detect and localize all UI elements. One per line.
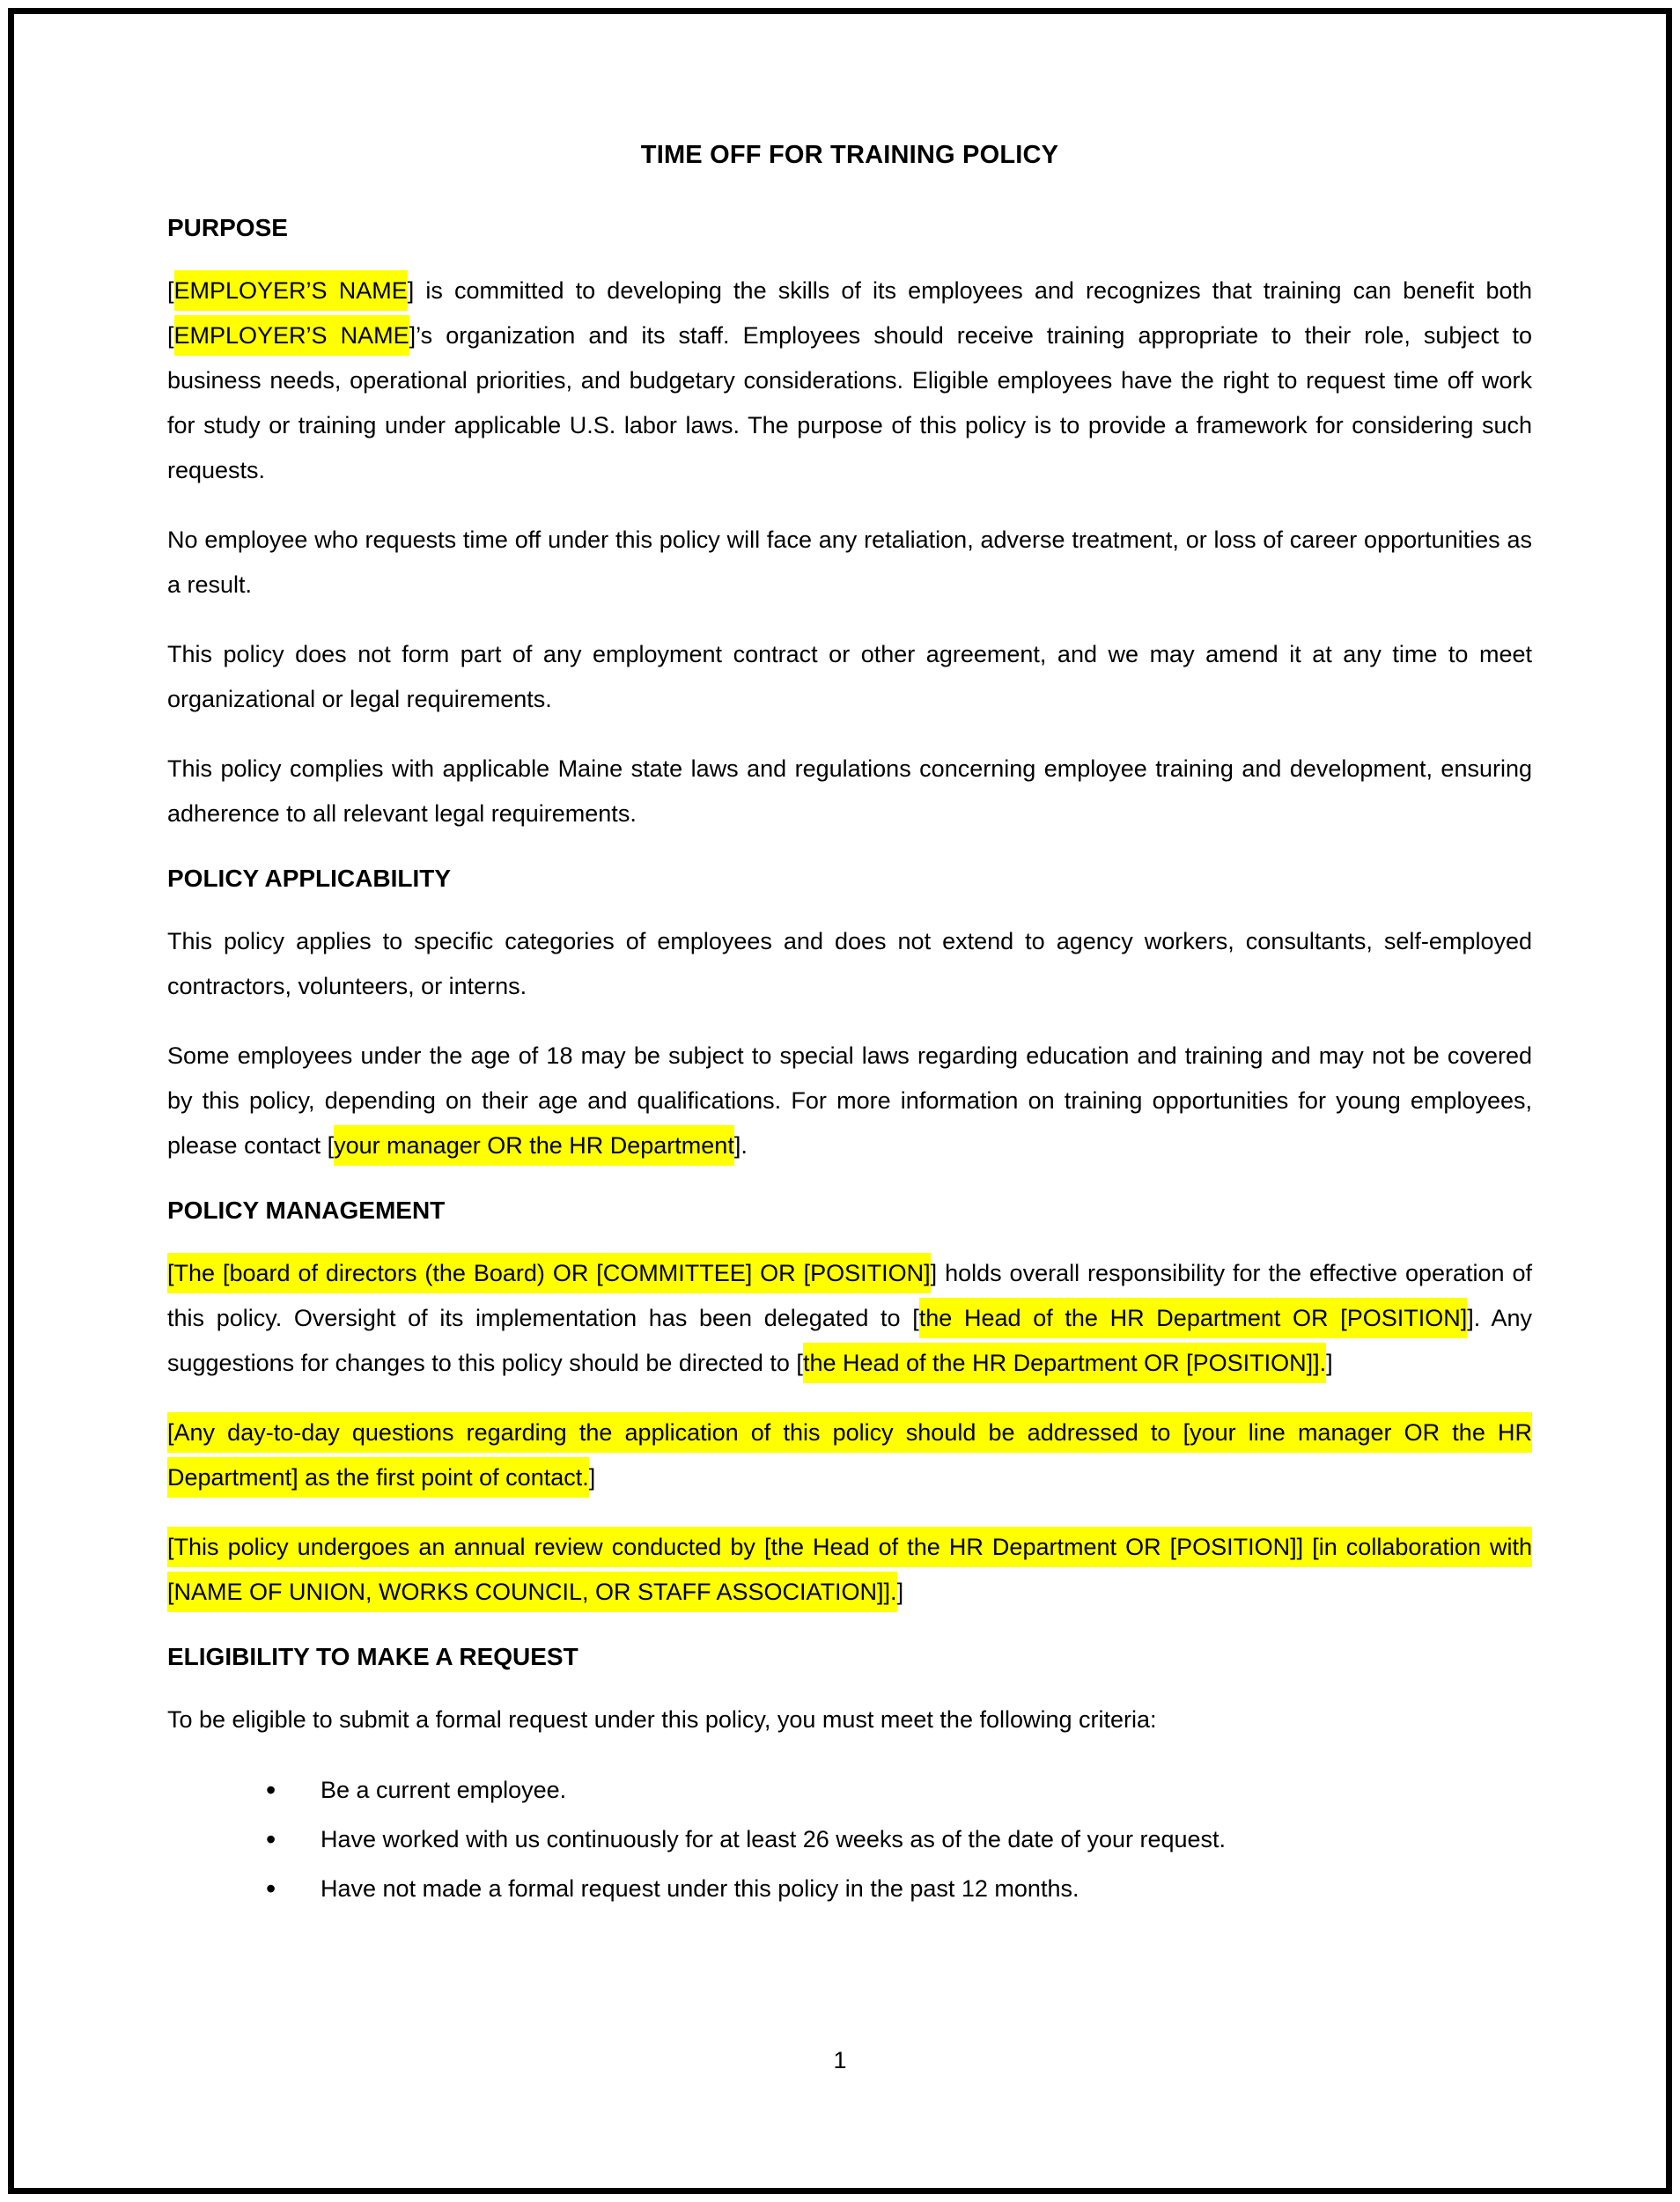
- text-run: ]’s organization and its staff. Employees should receive training appropriate to their role, subject to business needs, operational priorities, and budgetary considerations. Eligible employees have the right to request time off work for study or training under applicable U.S. labor laws. The purpose of this policy is to provide a framework for considering such requests.: [167, 322, 1532, 483]
- highlighted-placeholder-text: [Any day-to-day questions regarding the application of this policy should be addressed to [your line manager OR the HR Department] as the first point of contact.: [167, 1412, 1532, 1498]
- bullet-list-item: • Have worked with us continuously for at least 26 weeks as of the date of your request.: [266, 1816, 1532, 1862]
- paragraph: [167, 1410, 1532, 1500]
- section-heading-policy-management: POLICY MANAGEMENT: [167, 1197, 446, 1224]
- text-run: To be eligible to submit a formal request under this policy, you must meet the following criteria:: [167, 1706, 1157, 1733]
- text-run: Some employees under the age of 18 may be subject to special laws regarding education and training and may not be covered by this policy, depending on their age and qualifications. For more information on training opportunities for young employees, please contact [: [167, 1042, 1532, 1159]
- document-body: [167, 214, 1532, 1911]
- paragraph: [167, 1251, 1532, 1386]
- paragraph: [167, 919, 1532, 1009]
- page-content: [167, 141, 1532, 1915]
- highlighted-placeholder-text: [This policy undergoes an annual review conducted by [the Head of the HR Department OR [POSITION]] [in collaboration with [NAME OF UNION, WORKS COUNCIL, OR STAFF ASSOCIATION]].: [167, 1527, 1532, 1612]
- section-heading-purpose: PURPOSE: [167, 214, 288, 241]
- text-run: ] holds overall responsibility for the effective operation of this policy. Oversight of its implementation has been delegated to [: [167, 1260, 1532, 1331]
- bullet-list: [167, 1767, 1532, 1911]
- paragraph: [167, 518, 1532, 608]
- section-heading-eligibility: ELIGIBILITY TO MAKE A REQUEST: [167, 1643, 578, 1670]
- paragraph: [167, 747, 1532, 836]
- paragraph: [167, 1525, 1532, 1615]
- text-run: ].: [733, 1132, 748, 1159]
- paragraph: [167, 1034, 1532, 1168]
- text-run: [: [167, 277, 174, 304]
- text-run: No employee who requests time off under this policy will face any retaliation, adverse treatment, or loss of career opportunities as a result.: [167, 527, 1532, 598]
- highlighted-placeholder-text: your manager OR the HR Department: [334, 1125, 734, 1166]
- document-title: TIME OFF FOR TRAINING POLICY: [640, 141, 1059, 169]
- paragraph: [167, 1698, 1532, 1742]
- highlighted-placeholder-text: EMPLOYER’S NAME: [174, 315, 409, 356]
- highlighted-placeholder-text: the Head of the HR Department OR [POSITION]].: [803, 1343, 1326, 1383]
- highlighted-placeholder-text: the Head of the HR Department OR [POSITION]: [919, 1298, 1468, 1338]
- text-run: This policy applies to specific categories of employees and does not extend to agency workers, consultants, self-employed contractors, volunteers, or interns.: [167, 928, 1532, 999]
- section-heading-policy-applicability: POLICY APPLICABILITY: [167, 865, 452, 892]
- text-run: This policy complies with applicable Maine state laws and regulations concerning employee training and development, ensuring adherence to all relevant legal requirements.: [167, 755, 1532, 827]
- text-run: ]: [1326, 1350, 1333, 1376]
- paragraph: [167, 632, 1532, 722]
- text-run: ]: [896, 1579, 904, 1605]
- highlighted-placeholder-text: EMPLOYER’S NAME: [174, 270, 408, 311]
- bullet-list-item: • Be a current employee.: [266, 1767, 1532, 1813]
- page-number: 1: [833, 2047, 847, 2073]
- bullet-list-item: • Have not made a formal request under this policy in the past 12 months.: [266, 1866, 1532, 1911]
- text-run: ]. Any suggestions for changes to this policy should be directed to [: [167, 1305, 1532, 1376]
- highlighted-placeholder-text: [The [board of directors (the Board) OR [COMMITTEE] OR [POSITION]: [167, 1253, 931, 1293]
- text-run: ]: [588, 1464, 596, 1491]
- text-run: This policy does not form part of any employment contract or other agreement, and we may amend it at any time to meet organizational or legal requirements.: [167, 641, 1532, 712]
- paragraph: [167, 269, 1532, 493]
- text-run: ] is committed to developing the skills of its employees and recognizes that training can benefit both [: [167, 277, 1533, 349]
